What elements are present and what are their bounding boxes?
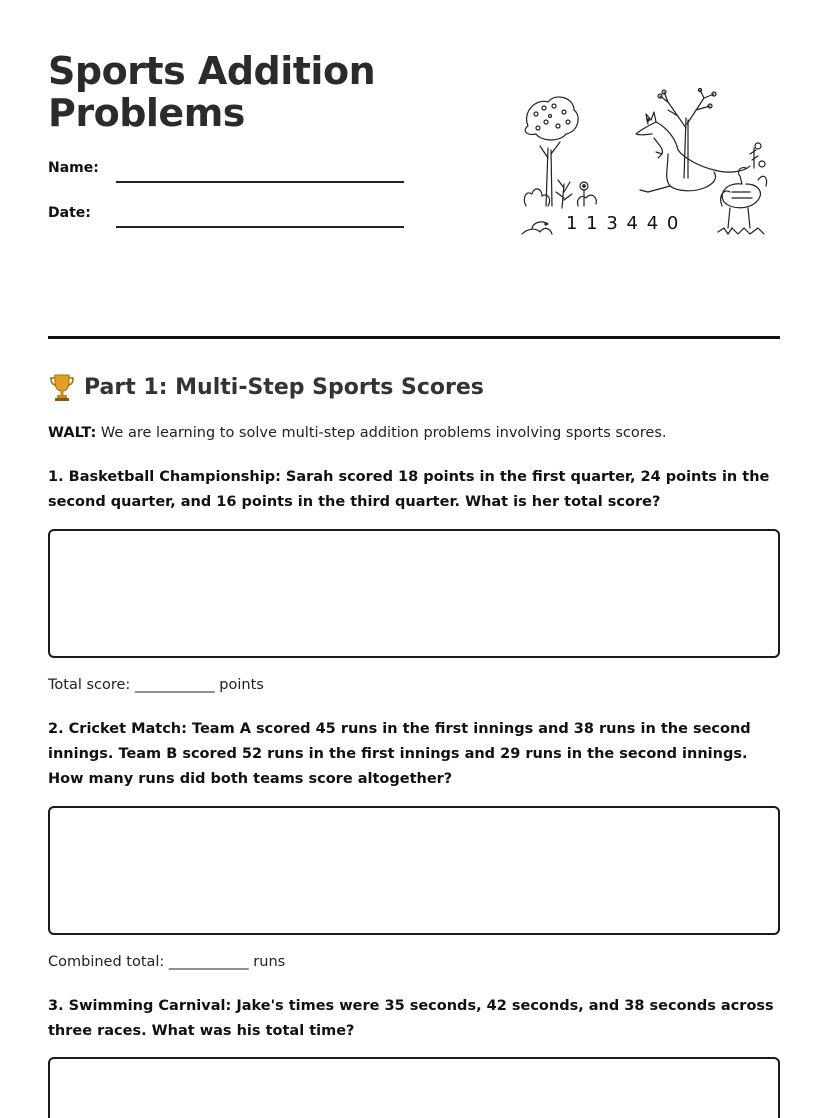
part1-heading xyxy=(48,372,484,402)
part1-heading-text: Part 1: Multi-Step Sports Scores xyxy=(84,374,484,400)
worksheet-title: Sports Addition Problems xyxy=(48,49,376,135)
header-divider xyxy=(48,336,780,339)
emu-icon xyxy=(722,168,760,228)
illustration-numbers: 1 1 3 4 4 0 xyxy=(566,213,680,234)
question-3: 3. Swimming Carnival: Jake's times were 35 seconds, 42 seconds, and 38 seconds across three races. What was his total time? xyxy=(48,998,774,1039)
answer-box-3[interactable] xyxy=(48,1057,780,1118)
answer-box-2[interactable] xyxy=(48,806,780,935)
question-1: 1. Basketball Championship: Sarah scored 18 points in the first quarter, 24 points in the second quarter, and 16 points in the third quarter. What is her total score? xyxy=(48,469,770,510)
name-line xyxy=(116,181,404,183)
walt-statement xyxy=(48,425,667,441)
answer-prompt-2: Combined total: ___________ runs xyxy=(48,954,286,970)
answer-box-1[interactable] xyxy=(48,529,780,658)
date-label: Date: xyxy=(48,205,91,221)
question-2: 2. Cricket Match: Team A scored 45 runs in the first innings and 38 runs in the second innings. Team B scored 52 runs in the first innings and 29 runs in the second innings. How many runs did both teams score altogether? xyxy=(48,721,751,787)
tree-right-icon xyxy=(658,88,716,178)
answer-prompt-1: Total score: ___________ points xyxy=(48,677,264,693)
walt-text: We are learning to solve multi-step addition problems involving sports scores. xyxy=(96,425,667,441)
name-label: Name: xyxy=(48,160,99,176)
trophy-icon xyxy=(48,372,76,402)
name-field xyxy=(48,160,408,184)
date-line xyxy=(116,226,404,228)
tree-left-icon xyxy=(525,97,578,206)
kangaroo-illustration xyxy=(518,88,770,240)
walt-label: WALT: xyxy=(48,425,97,441)
shrub-icon xyxy=(524,143,766,208)
kangaroo-icon xyxy=(636,112,750,192)
date-field xyxy=(48,205,408,229)
